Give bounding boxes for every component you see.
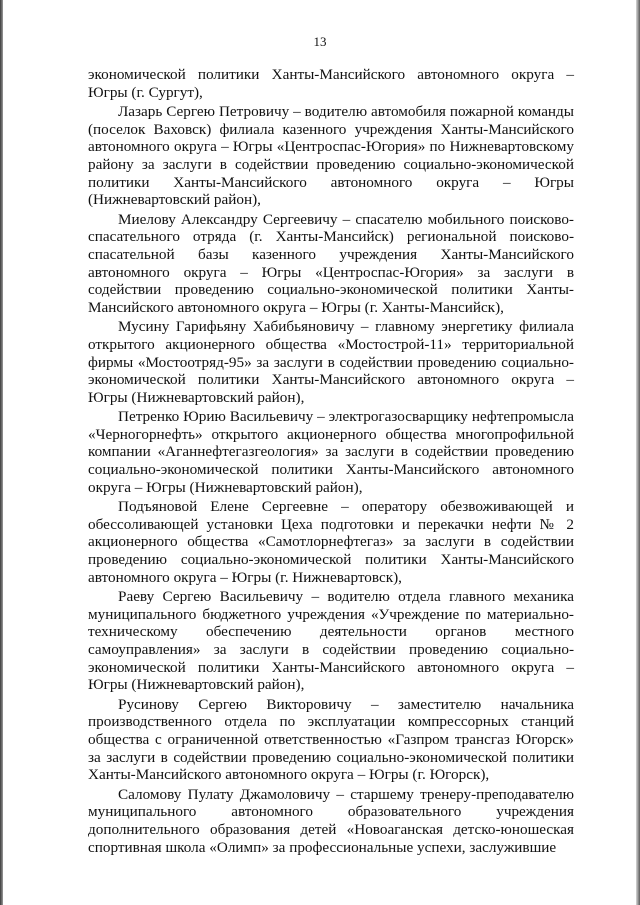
paragraph-rusinov: Русинову Сергею Викторовичу – заместителю начальника производственного отдела по эксплуатации компрессорных станций общества с ограниченной ответственностью «Газпром трансгаз Югорск» за заслуги в содействии проведению социально-экономической политики Ханты-Мансийского автономного округа – Югры (г. Югорск), <box>88 695 574 784</box>
paragraph-mielov: Миелову Александру Сергеевичу – спасателю мобильного поисково-спасательного отряда (г. Ханты-Мансийск) региональной поисково-спасательной базы казенного учреждения Ханты-Мансийского автономного округа – Югры «Центроспас-Югория» за заслуги в содействии проведению социально-экономической политики Ханты-Мансийского автономного округа – Югры (г. Ханты-Мансийск), <box>88 210 574 316</box>
scan-edge-right <box>636 0 640 905</box>
paragraph-continuation: экономической политики Ханты-Мансийского автономного округа – Югры (г. Сургут), <box>88 66 574 101</box>
paragraph-musin: Мусину Гарифьяну Хабибьяновичу – главному энергетику филиала открытого акционерного общества «Мостострой-11» территориальной фирмы «Мостоотряд-95» за заслуги в содействии проведению социально-экономической политики Ханты-Мансийского автономного округа – Югры (Нижневартовский район), <box>88 318 574 406</box>
paragraph-salomov: Саломову Пулату Джамоловичу – старшему тренеру-преподавателю муниципального автономного образовательного учреждения дополнительного образования детей «Новоаганская детско-юношеская спортивная школа «Олимп» за профессиональные успехи, заслужившие <box>88 785 574 856</box>
page-number: 13 <box>313 34 327 49</box>
paragraph-raev: Раеву Сергею Васильевичу – водителю отдела главного механика муниципального бюджетного учреждения «Учреждение по материально-техническому обеспечению деятельности органов местного самоуправления» за заслуги в содействии проведению социально-экономической политики Ханты-Мансийского автономного округа – Югры (Нижневартовский район), <box>88 588 574 694</box>
paragraph-petrenko: Петренко Юрию Васильевичу – электрогазосварщику нефтепромысла «Черногорнефть» открытого акционерного общества многопрофильной компании «Аганнефтегазгеология» за заслуги в содействии проведению социально-экономической политики Ханты-Мансийского автономного округа – Югры (Нижневартовский район), <box>88 408 574 496</box>
document-body <box>88 66 574 858</box>
paragraph-lazar: Лазарь Сергею Петровичу – водителю автомобиля пожарной команды (поселок Ваховск) филиала казенного учреждения Ханты-Мансийского автономного округа – Югры «Центроспас-Югория» по Нижневартовскому району за заслуги в содействии проведению социально-экономической политики Ханты-Мансийского автономного округа – Югры (Нижневартовский район), <box>88 103 574 209</box>
scan-edge-left <box>0 0 3 905</box>
paragraph-podyanova: Подъяновой Елене Сергеевне – оператору обезвоживающей и обессоливающей установки Цеха подготовки и перекачки нефти № 2 акционерного общества «Самотлорнефтегаз» за заслуги в содействии проведению социально-экономической политики Ханты-Мансийского автономного округа – Югры (г. Нижневартовск), <box>88 498 574 586</box>
